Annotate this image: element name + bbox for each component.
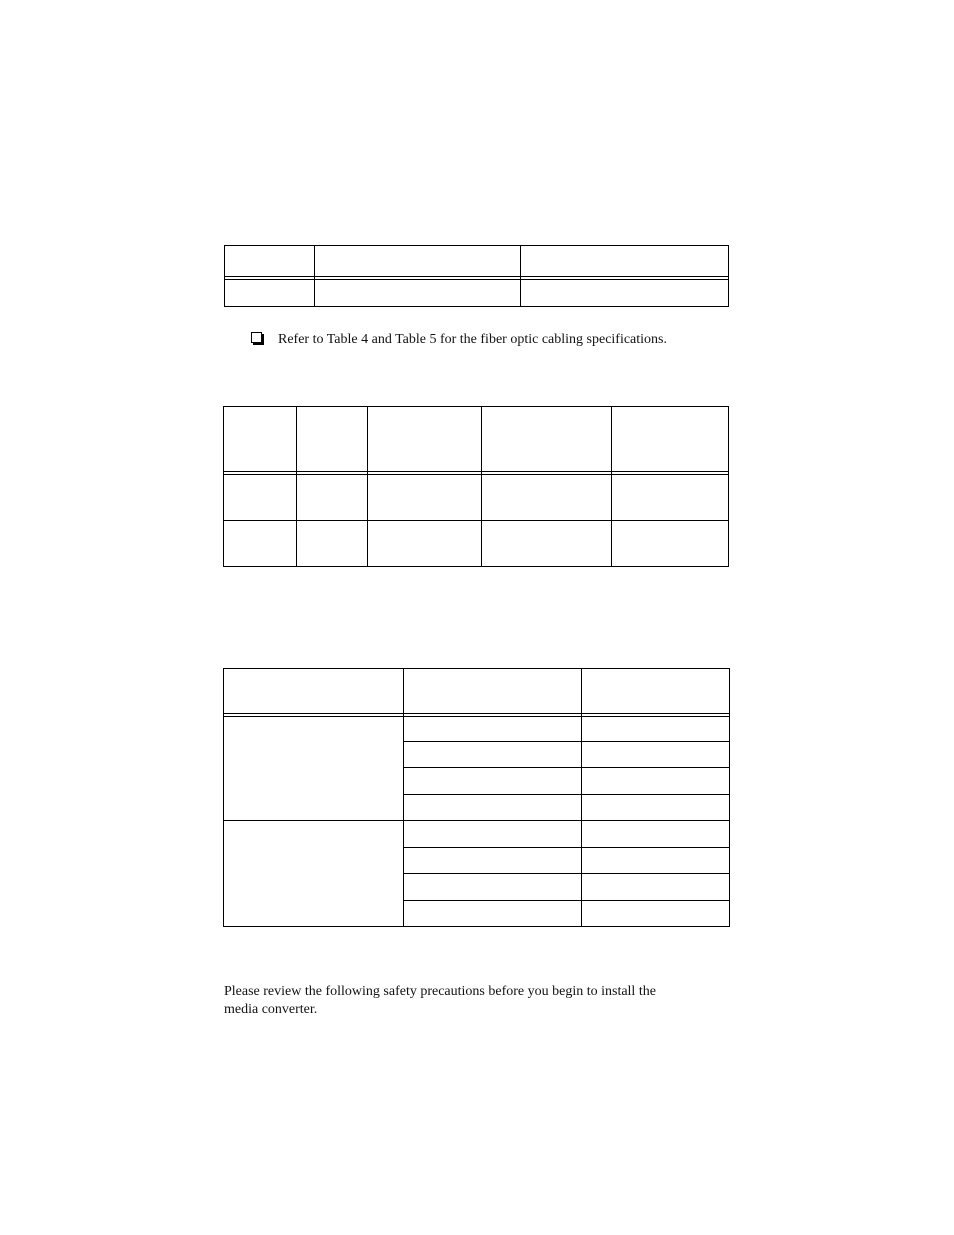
table-group-divider (224, 820, 729, 821)
bullet-item (251, 331, 667, 348)
table-column-divider (611, 407, 612, 566)
table-4 (223, 406, 729, 567)
table-column-divider (403, 669, 404, 926)
table-row-divider (403, 767, 729, 768)
table-row-divider (403, 900, 729, 901)
bullet-text: Refer to Table 4 and Table 5 for the fiber optic cabling specifications. (278, 332, 667, 347)
table-column-divider (581, 669, 582, 926)
table-5 (223, 668, 730, 927)
table-row-divider (403, 741, 729, 742)
table-1 (224, 245, 729, 307)
table-column-divider (367, 407, 368, 566)
table-column-divider (314, 246, 315, 306)
table-column-divider (520, 246, 521, 306)
table-column-divider (296, 407, 297, 566)
table-header-separator (224, 713, 729, 717)
table-row-divider (224, 520, 728, 521)
paragraph-line-1: Please review the following safety precautions before you begin to install the (224, 984, 656, 999)
table-header-separator (225, 276, 728, 280)
table-column-divider (481, 407, 482, 566)
table-row-divider (403, 847, 729, 848)
safety-paragraph (224, 983, 734, 1019)
table-row-divider (403, 794, 729, 795)
table-row-divider (403, 873, 729, 874)
checkbox-icon (251, 332, 262, 343)
paragraph-line-2: media converter. (224, 1002, 318, 1017)
table-header-separator (224, 471, 728, 475)
